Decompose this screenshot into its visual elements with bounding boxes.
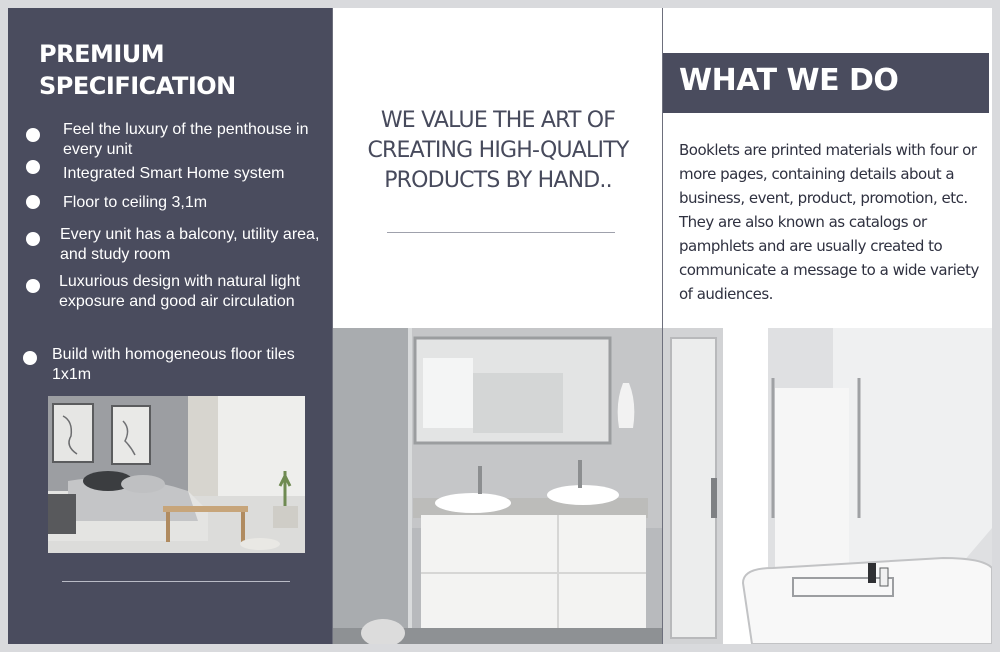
bullet-icon (23, 351, 37, 365)
feature-text: Floor to ceiling 3,1m (63, 194, 208, 211)
premium-specification-panel (8, 8, 332, 644)
feature-text: Luxurious design with natural light exposure and good air circulation (59, 273, 301, 310)
bullet-icon (26, 279, 40, 293)
panel-title (39, 38, 319, 102)
feature-text: Every unit has a balcony, utility area, and study room (60, 226, 320, 263)
bullet-icon (26, 128, 40, 142)
feature-text: Feel the luxury of the penthouse in every unit (63, 121, 309, 158)
bathroom-vanity-photo (333, 328, 662, 644)
divider-line (387, 232, 615, 233)
brochure-page (8, 8, 992, 644)
section-heading: WHAT WE DO (679, 63, 899, 98)
heading-band (663, 53, 989, 113)
title-line-2: SPECIFICATION (39, 72, 236, 100)
bullet-icon (26, 195, 40, 209)
feature-text: Integrated Smart Home system (63, 165, 285, 182)
title-line-1: PREMIUM (39, 40, 165, 68)
value-statement-panel (333, 8, 662, 644)
bullet-icon (26, 160, 40, 174)
what-we-do-panel (663, 8, 992, 644)
bathtub-photo (663, 328, 992, 644)
bullet-icon (26, 232, 40, 246)
divider-line (62, 581, 290, 582)
value-quote: WE VALUE THE ART OF CREATING HIGH-QUALITY PRODUCTS BY HAND.. (367, 108, 629, 193)
description-text: Booklets are printed materials with four or more pages, containing details about a business, event, product, promotion, etc. They are also known as catalogs or pamphlets and are usually created to communicate a message to a wide variety of audiences. (679, 141, 979, 303)
bedroom-photo (48, 396, 305, 553)
feature-text: Build with homogeneous floor tiles 1x1m (52, 346, 295, 383)
